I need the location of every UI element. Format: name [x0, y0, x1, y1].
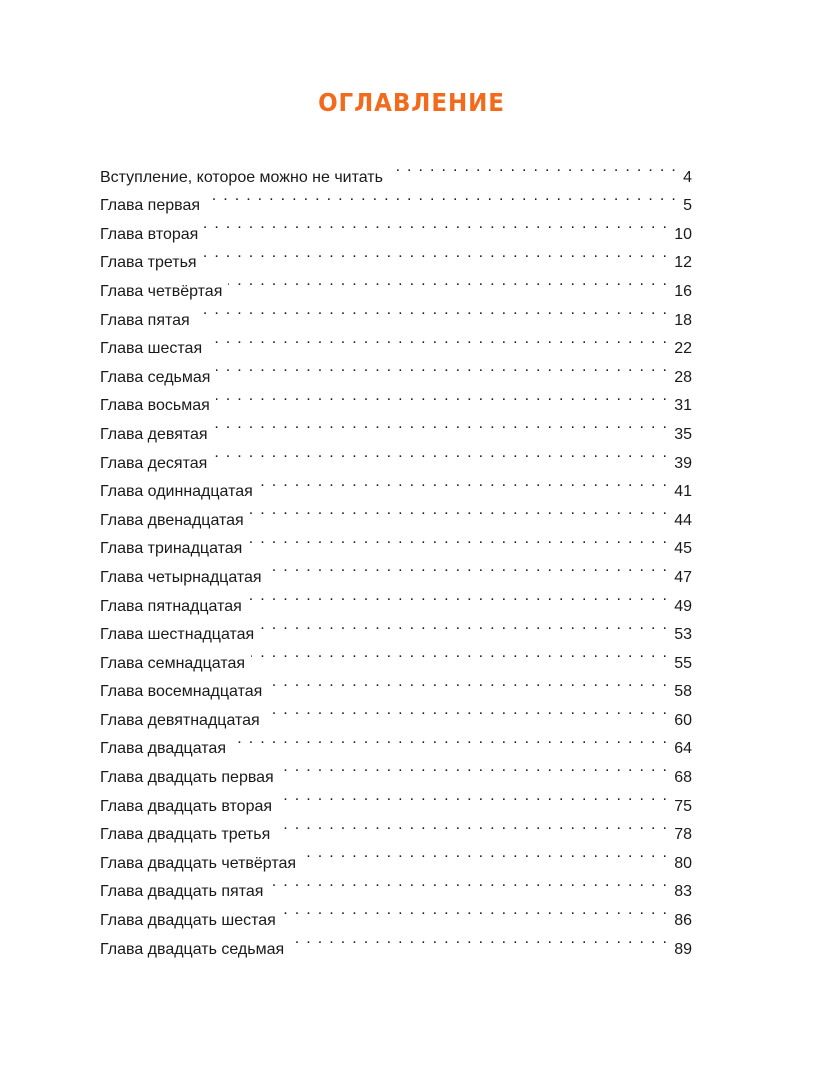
toc-entry-page-number: 18 [674, 311, 692, 329]
dot-leader [278, 782, 668, 811]
toc-entry-label: Глава двенадцатая [100, 511, 244, 529]
toc-entry-page-number: 45 [674, 540, 692, 558]
dot-leader [232, 725, 668, 754]
toc-entry-label: Глава десятая [100, 454, 208, 472]
toc-entry-page-number: 64 [674, 740, 692, 758]
dot-leader [216, 382, 668, 411]
toc-entry-label: Глава двадцать пятая [100, 883, 264, 901]
toc-entry-label: Глава шестая [100, 340, 203, 358]
toc-entry-page-number: 80 [674, 854, 692, 872]
toc-entry-page-number: 89 [674, 940, 692, 958]
dot-leader [260, 611, 668, 640]
toc-entry-page-number: 58 [674, 683, 692, 701]
toc-entry-page-number: 16 [674, 282, 692, 300]
toc-entry-page-number: 78 [674, 826, 692, 844]
dot-leader [269, 868, 668, 897]
toc-entry-page-number: 22 [674, 340, 692, 358]
dot-leader [250, 496, 668, 525]
toc-entry-label: Глава девятнадцатая [100, 711, 260, 729]
toc-entry-page-number: 49 [674, 597, 692, 615]
toc-entry-page-number: 83 [674, 883, 692, 901]
toc-entry [100, 153, 692, 186]
dot-leader [214, 410, 669, 439]
dot-leader [216, 353, 668, 382]
toc-entry-label: Глава двадцать четвёртая [100, 854, 297, 872]
dot-leader [276, 811, 668, 840]
toc-entry-label: Глава двадцать вторая [100, 797, 273, 815]
toc-entry-label: Глава пятая [100, 311, 190, 329]
toc-entry-page-number: 12 [674, 254, 692, 272]
dot-leader [290, 925, 668, 954]
toc-entry-label: Глава третья [100, 254, 197, 272]
toc-entry-page-number: 53 [674, 626, 692, 644]
dot-leader [213, 439, 668, 468]
dot-leader [248, 582, 668, 611]
dot-leader [203, 239, 669, 268]
toc-entry-label: Вступление, которое можно не читать [100, 168, 383, 186]
toc-entry-page-number: 41 [674, 483, 692, 501]
toc-entry-page-number: 55 [674, 654, 692, 672]
page-title: ОГЛАВЛЕНИЕ [318, 88, 505, 117]
toc-entry-page-number: 75 [674, 797, 692, 815]
dot-leader [302, 839, 668, 868]
toc-entry-page-number: 86 [674, 912, 692, 930]
toc-entry-label: Глава шестнадцатая [100, 626, 255, 644]
toc-entry-page-number: 28 [674, 368, 692, 386]
toc-entry-label: Глава вторая [100, 225, 199, 243]
toc-entry-page-number: 4 [683, 168, 692, 186]
toc-entry-label: Глава двадцатая [100, 740, 226, 758]
dot-leader [248, 525, 668, 554]
toc-entry-label: Глава восьмая [100, 397, 210, 415]
toc-entry-label: Глава девятая [100, 425, 208, 443]
toc-entry-page-number: 5 [683, 197, 692, 215]
dot-leader [206, 182, 677, 211]
dot-leader [228, 267, 668, 296]
toc-entry-page-number: 44 [674, 511, 692, 529]
dot-leader [204, 210, 668, 239]
toc-entry-page-number: 47 [674, 568, 692, 586]
toc-entry-label: Глава пятнадцатая [100, 597, 242, 615]
toc-entry-label: Глава двадцать шестая [100, 912, 276, 930]
toc-entry-label: Глава седьмая [100, 368, 211, 386]
dot-leader [196, 296, 669, 325]
dot-leader [280, 753, 668, 782]
toc-entry-label: Глава четвёртая [100, 282, 223, 300]
toc-entry-label: Глава четырнадцатая [100, 568, 262, 586]
dot-leader [208, 325, 668, 354]
toc-entry-page-number: 39 [674, 454, 692, 472]
table-of-contents [100, 153, 692, 958]
toc-entry-page-number: 10 [674, 225, 692, 243]
toc-entry-label: Глава первая [100, 197, 201, 215]
toc-entry-label: Глава одиннадцатая [100, 483, 253, 501]
dot-leader [268, 553, 669, 582]
dot-leader [259, 468, 668, 497]
toc-entry-label: Глава двадцать седьмая [100, 940, 285, 958]
toc-entry-label: Глава семнадцатая [100, 654, 246, 672]
toc-entry-page-number: 35 [674, 425, 692, 443]
dot-leader [268, 668, 668, 697]
toc-entry-label: Глава тринадцатая [100, 540, 243, 558]
dot-leader [251, 639, 668, 668]
dot-leader [266, 696, 669, 725]
toc-entry-label: Глава восемнадцатая [100, 683, 263, 701]
toc-entry-label: Глава двадцать первая [100, 769, 274, 787]
toc-entry-page-number: 31 [674, 397, 692, 415]
dot-leader [282, 896, 668, 925]
dot-leader [389, 153, 677, 182]
toc-entry-page-number: 60 [674, 711, 692, 729]
toc-entry-page-number: 68 [674, 769, 692, 787]
toc-entry-label: Глава двадцать третья [100, 826, 271, 844]
